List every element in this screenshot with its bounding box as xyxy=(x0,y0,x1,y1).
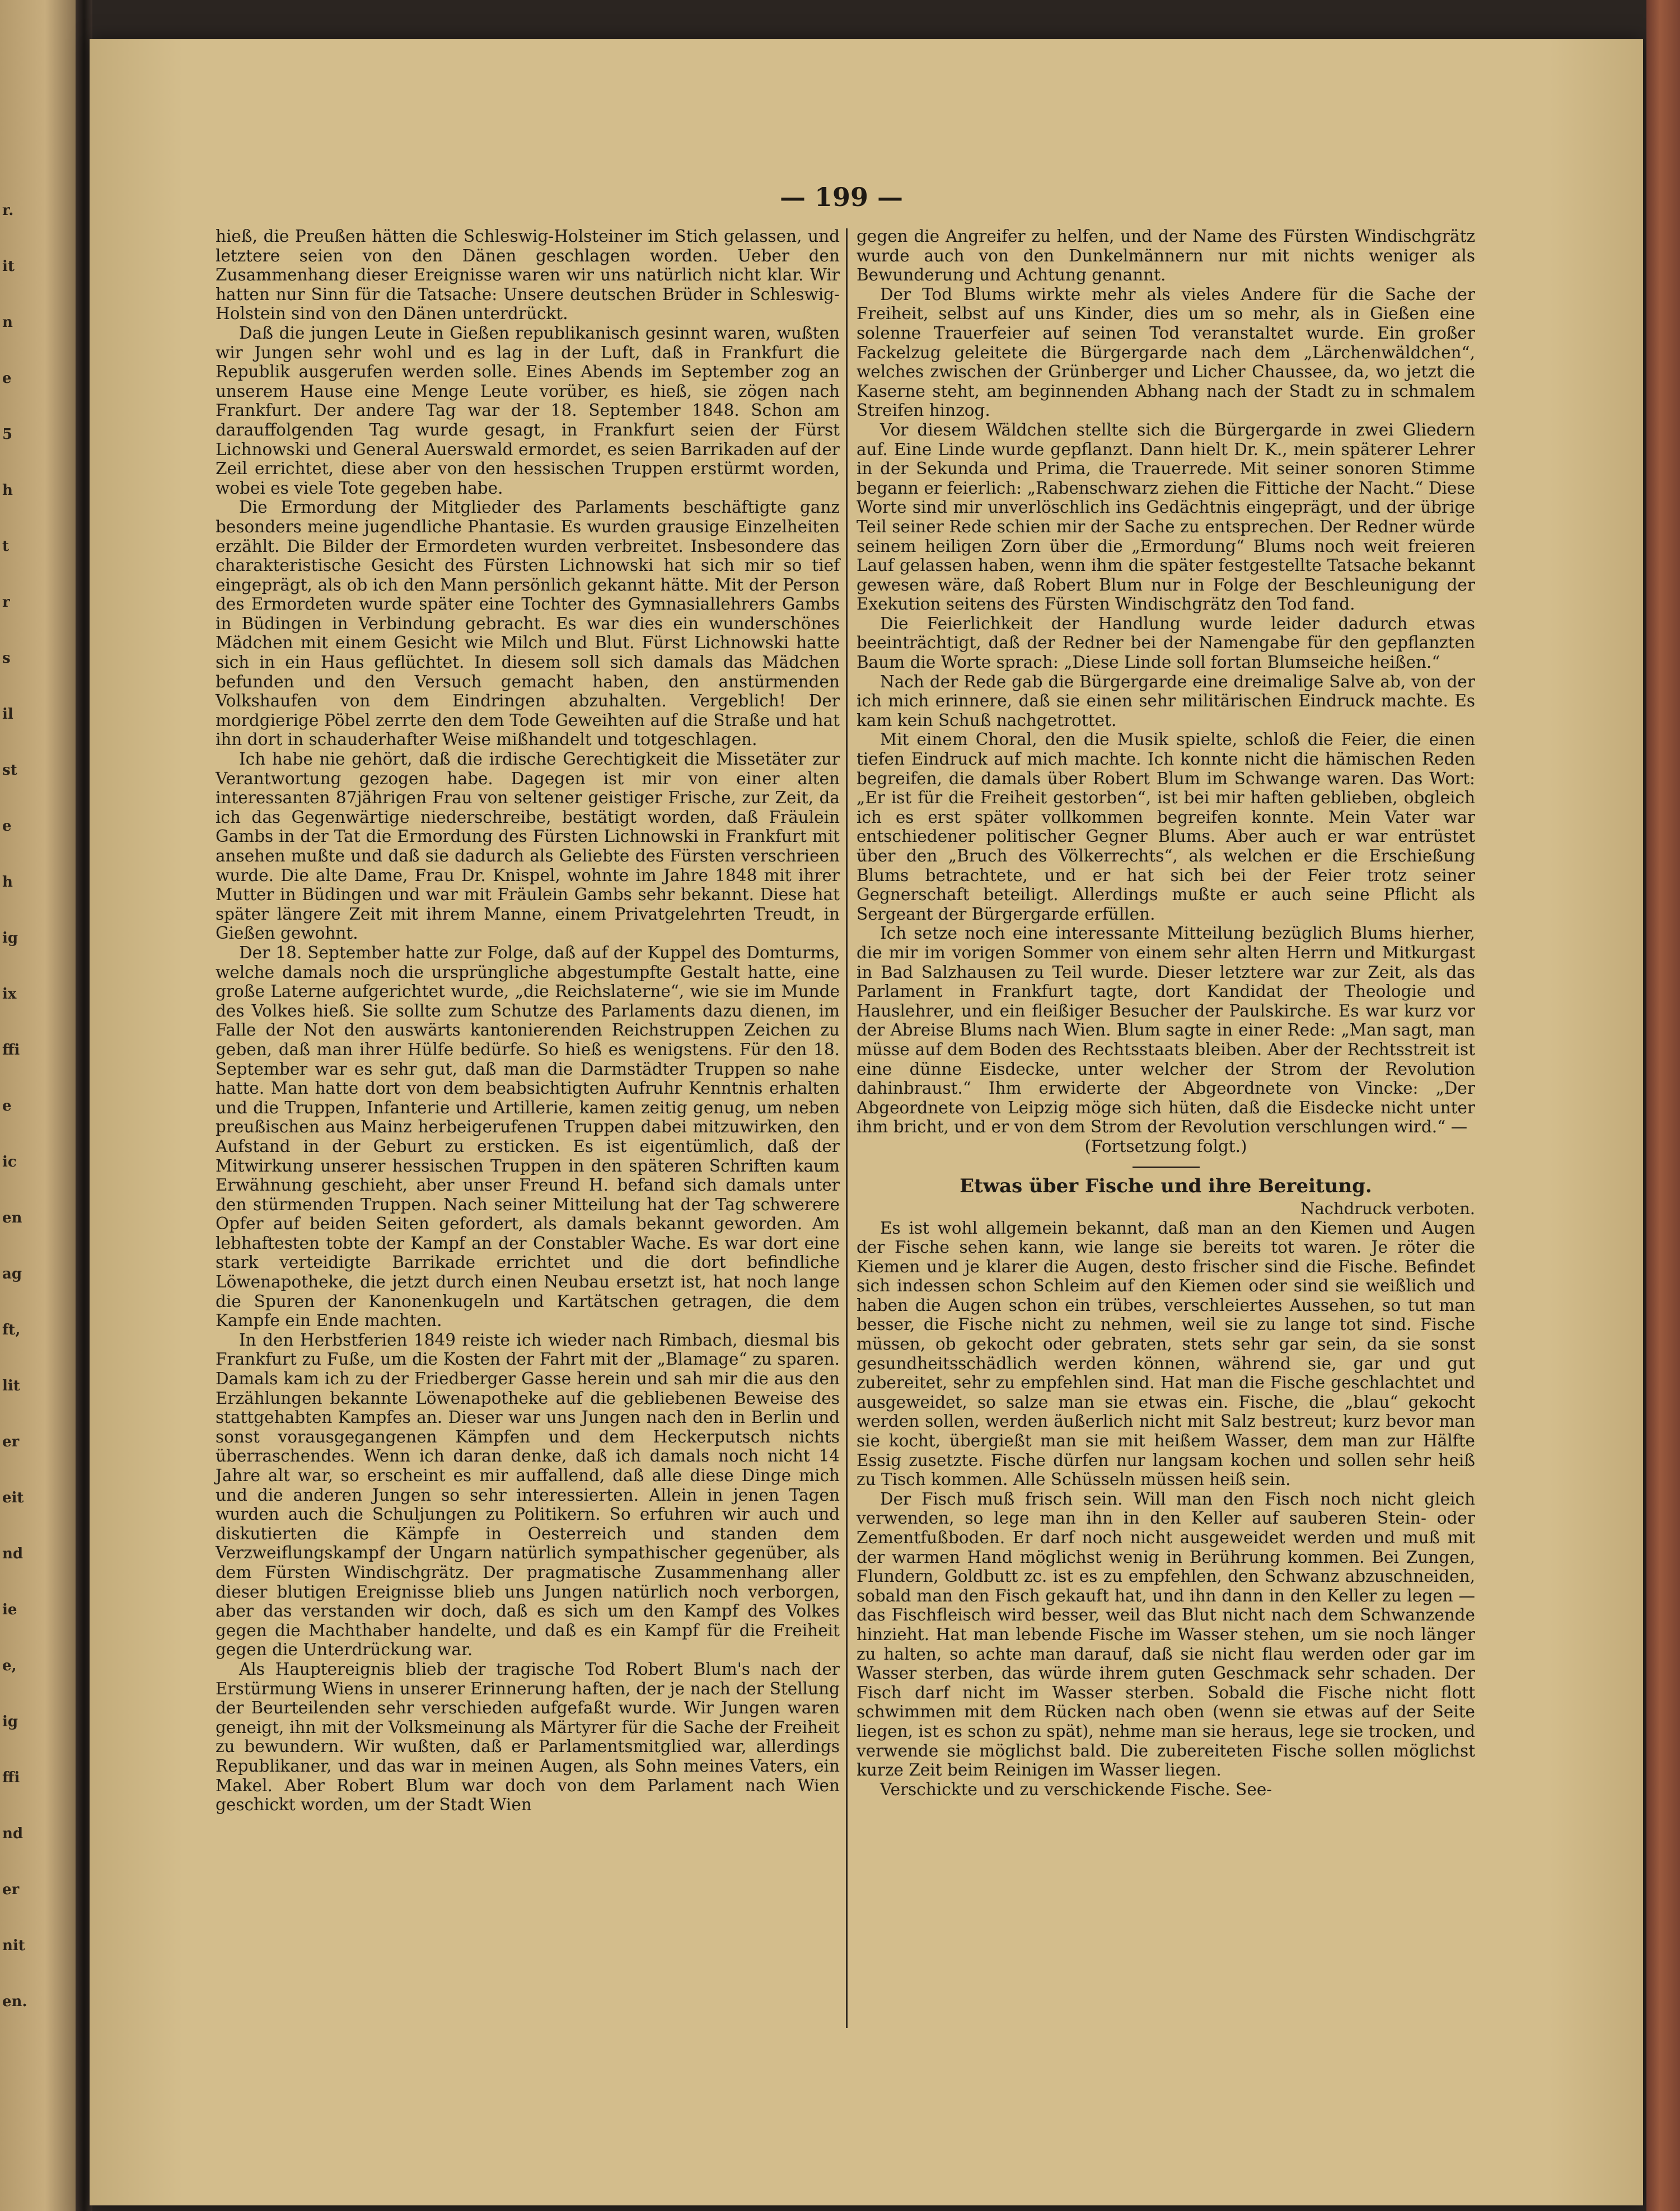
paragraph: Ich setze noch eine interessante Mitteilung bezüglich Blums hierher, die mir im vorigen Sommer von einem sehr alten Herrn und Mitkurgast in Bad Salzhausen zu Teil wurde. Dieser letztere war zur Zeit, als das Parlament in Frankfurt tagte, dort Kandidat der Theologie und Hauslehrer, und ein fleißiger Besucher der Paulskirche. Es war kurz vor der Abreise Blums nach Wien. Blum sagte in einer Rede: „Man sagt, man müsse auf dem Boden des Rechtsstaats bleiben. Aber der Rechtsstreit ist eine dünne Eisdecke, unter welcher der Strom der Revolution dahinbraust.“ Ihm erwiderte der Abgeordnete von Vincke: „Der Abgeordnete von Leipzig möge sich hüten, daß die Eisdecke nicht unter ihm bricht, und er von dem Strom der Revolution verschlungen wird.“ — xyxy=(857,924,1475,1137)
left-page-fragment: lit xyxy=(2,1378,20,1394)
left-page-fragment: t xyxy=(2,538,10,555)
right-cover-edge xyxy=(1646,0,1680,2211)
left-page-fragment: n xyxy=(2,314,13,331)
left-page-fragment: ig xyxy=(2,1713,18,1730)
article-title: Etwas über Fische und ihre Bereitung. xyxy=(960,1174,1372,1197)
left-page-fragment: e xyxy=(2,1098,12,1114)
left-page-fragment: e xyxy=(2,370,12,387)
left-page-fragment: ft, xyxy=(2,1322,21,1338)
paragraph: gegen die Angreifer zu helfen, und der Name des Fürsten Windischgrätz wurde auch von den Dunkelmännern nur mit nichts weniger als Bewunderung und Achtung genannt. xyxy=(857,227,1475,285)
paragraph: Daß die jungen Leute in Gießen republikanisch gesinnt waren, wußten wir Jungen sehr wohl und es lag in der Luft, daß in Frankfurt die Republik ausgerufen werden solle. Eines Abends im September zog an unserem Hause eine Menge Leute vorüber, es hieß, sie zögen nach Frankfurt. Der andere Tag war der 18. September 1848. Schon am darauffolgenden Tag wurde gesagt, in Frankfurt seien der Fürst Lichnowski und General Auerswald ermordet, es seien Barrikaden auf der Zeil errichtet, diese aber von den hessischen Truppen erstürmt worden, wobei es viele Tote gegeben habe. xyxy=(216,323,840,498)
paragraph: Vor diesem Wäldchen stellte sich die Bürgergarde in zwei Gliedern auf. Eine Linde wurde gepflanzt. Dann hielt Dr. K., mein späterer Lehrer in der Sekunda und Prima, die Trauerrede. Mit seiner sonoren Stimme begann er feierlich: „Rabenschwarz ziehen die Fittiche der Nacht.“ Diese Worte sind mir unverlöschlich ins Gedächtnis eingeprägt, und der übrige Teil seiner Rede schien mir der Sache zu entsprechen. Der Redner würde seinem heiligen Zorn über die „Ermordung“ Blums noch weit freieren Lauf gelassen haben, wenn ihm die später festgestellte Tatsache bekannt gewesen wäre, daß Robert Blum nur in Folge der Beschleunigung der Exekution seitens des Fürsten Windischgrätz den Tod fand. xyxy=(857,420,1475,614)
paragraph: Nach der Rede gab die Bürgergarde eine dreimalige Salve ab, von der ich mich erinnere, daß sie einen sehr militärischen Eindruck machte. Es kam kein Schuß nachgetrottet. xyxy=(857,672,1475,730)
paragraph: Der Fisch muß frisch sein. Will man den Fisch noch nicht gleich verwenden, so lege man ihn in den Keller auf sauberen Stein- oder Zementfußboden. Er darf noch nicht ausgeweidet werden und muß mit der warmen Hand möglichst wenig in Berührung kommen. Bei Zungen, Flundern, Goldbutt zc. ist es zu empfehlen, den Schwanz abzuschneiden, sobald man den Fisch gekauft hat, und ihn dann in den Keller zu legen — das Fischfleisch wird besser, weil das Blut nicht nach dem Schwanzende hinzieht. Hat man lebende Fische im Wasser stehen, um sie noch länger zu halten, so achte man darauf, daß sie nicht flau werden oder gar im Wasser sterben, das würde ihrem guten Geschmack sehr schaden. Der Fisch darf nicht im Wasser sterben. Sobald die Fische nicht flott schwimmen mit dem Rücken nach oben (wenn sie etwas auf der Seite liegen, ist es schon zu spät), nehme man sie heraus, lege sie trocken, und verwende sie möglichst bald. Die zubereiteten Fische sollen möglichst kurze Zeit beim Reinigen im Wasser liegen. xyxy=(857,1489,1475,1780)
paragraph: Der 18. September hatte zur Folge, daß auf der Kuppel des Domturms, welche damals noch die ursprüngliche abgestumpfte Gestalt hatte, eine große Laterne aufgerichtet wurde, „die Reichslaterne“, wie sie im Munde des Volkes hieß. Sie sollte zum Schutze des Parlaments dazu dienen, im Falle der Not den auswärts kantonierenden Reichstruppen Zeichen zu geben, daß man ihrer Hülfe bedürfe. So hieß es wenigstens. Für den 18. September war es sehr gut, daß man die Darmstädter Truppen so nahe hatte. Man hatte dort von dem beabsichtigten Aufruhr Kenntnis erhalten und die Truppen, Infanterie und Artillerie, kamen zeitig genug, um neben preußischen aus Mainz herbeigerufenen Truppen dabei mitzuwirken, den Aufstand in der Geburt zu ersticken. Es ist eigentümlich, daß der Mitwirkung unserer hessischen Truppen in den späteren Schriften kaum Erwähnung geschieht, aber unser Freund H. befand sich damals unter den stürmenden Truppen. Nach seiner Mitteilung hat der Tag schwerere Opfer auf beiden Seiten gefordert, als damals bekannt geworden. Am lebhaftesten tobte der Kampf an der Constabler Wache. Es war dort eine stark verteidigte Barrikade errichtet und die dort befindliche Löwenapotheke, die jetzt durch einen Neubau ersetzt ist, hat noch lange die Spuren der Kanonenkugeln und Kartätschen getragen, die dem Kampfe ein Ende machten. xyxy=(216,943,840,1331)
left-column xyxy=(216,227,840,1815)
left-page-fragment: eit xyxy=(2,1489,24,1506)
continuation-note: (Fortsetzung folgt.) xyxy=(1084,1136,1247,1156)
article-separator xyxy=(1133,1167,1200,1168)
reprint-note: Nachdruck verboten. xyxy=(1300,1198,1475,1218)
left-page-fragment: en. xyxy=(2,1993,27,2010)
column-divider xyxy=(846,228,848,2028)
paragraph: Ich habe nie gehört, daß die irdische Gerechtigkeit die Missetäter zur Verantwortung gezogen habe. Dagegen ist mir von einer alten interessanten 87jährigen Frau von seltener geistiger Frische, zur Zeit, da ich das Gegenwärtige niederschreibe, bestätigt worden, daß Fräulein Gambs in der Tat die Ermordung des Fürsten Lichnowski in Frankfurt mit ansehen mußte und daß sie dadurch als Geliebte des Fürsten verschrieen wurde. Die alte Dame, Frau Dr. Knispel, wohnte im Jahre 1848 mit ihrer Mutter in Büdingen und war mit Fräulein Gambs sehr bekannt. Diese hat später längere Zeit mit ihrem Manne, einem Privatgelehrten Treudt, in Gießen gewohnt. xyxy=(216,750,840,943)
paragraph: In den Herbstferien 1849 reiste ich wieder nach Rimbach, diesmal bis Frankfurt zu Fuße, um die Kosten der Fahrt mit der „Blamage“ zu sparen. Damals kam ich zu der Friedberger Gasse herein und sah mir die aus den Erzählungen bekannte Löwenapotheke auf die gebliebenen Beweise des stattgehabten Kampfes an. Dieser war uns Jungen nach den in Berlin und sonst vorausgegangenen Kämpfen und dem Heckerputsch nichts überraschendes. Wenn ich daran denke, daß ich damals noch nicht 14 Jahre alt war, so erscheint es mir auffallend, daß alle diese Dinge mich und die anderen Jungen so sehr interessierten. Allein in jenen Tagen wurden auch die Schuljungen zu Politikern. So erfuhren wir auch und diskutierten die Kämpfe in Oesterreich und standen dem Verzweiflungskampf der Ungarn natürlich sympathischer gegenüber, als dem Fürsten Windischgrätz. Der pragmatische Zusammenhang aller dieser blutigen Ereignisse blieb uns Jungen natürlich noch verborgen, aber das verstanden wir doch, daß es sich um den Kampf des Volkes gegen die Machthaber handelte, und daß es ein Kampf für die Freiheit gegen die Unterdrückung war. xyxy=(216,1330,840,1660)
left-page-fragment: st xyxy=(2,762,17,779)
right-column-part-b xyxy=(857,1219,1475,1800)
left-page-fragment: nit xyxy=(2,1937,25,1954)
left-page-fragment: er xyxy=(2,1434,20,1450)
left-page-fragment: ix xyxy=(2,986,17,1003)
left-page-fragment: s xyxy=(2,650,11,667)
left-page-fragment: er xyxy=(2,1881,20,1898)
left-page-fragment: en xyxy=(2,1210,22,1226)
right-column-part-a xyxy=(857,227,1475,1137)
paragraph: Die Ermordung der Mitglieder des Parlaments beschäftigte ganz besonders meine jugendliche Phantasie. Es wurden grausige Einzelheiten erzählt. Die Bilder der Ermordeten wurden verbreitet. Insbesondere das charakteristische Gesicht des Fürsten Lichnowski hat sich mir so tief eingeprägt, als ob ich den Mann persönlich gekannt hätte. Mit der Person des Ermordeten wurde später eine Tochter des Gymnasiallehrers Gambs in Büdingen in Verbindung gebracht. Es war dies ein wunderschönes Mädchen mit einem Gesicht wie Milch und Blut. Fürst Lichnowski hatte sich in ein Haus geflüchtet. In diesem soll sich damals das Mädchen befunden und den Versuch gemacht haben, den anstürmenden Volkshaufen von dem Eindringen abzuhalten. Vergeblich! Der mordgierige Pöbel zerrte den dem Tode Geweihten auf die Straße und hat ihn dort in schauderhafter Weise mißhandelt und totgeschlagen. xyxy=(216,498,840,750)
left-page-fragment: 5 xyxy=(2,426,13,443)
left-page-fragment: il xyxy=(2,706,13,723)
left-page-fragment: nd xyxy=(2,1545,24,1562)
left-page-fragment: e, xyxy=(2,1657,17,1674)
page-number: — 199 — xyxy=(779,182,904,212)
left-page-fragment: r. xyxy=(2,202,14,219)
paragraph: Der Tod Blums wirkte mehr als vieles Andere für die Sache der Freiheit, selbst auf uns Kinder, dies um so mehr, als in Gießen eine solenne Trauerfeier auf seinen Tod veranstaltet wurde. Ein großer Fackelzug geleitete die Bürgergarde nach dem „Lärchenwäldchen“, welches zwischen der Grünberger und Licher Chaussee, da, wo jetzt die Kaserne steht, am beginnenden Abhang nach der Stadt zu in schmalem Streifen hinzog. xyxy=(857,284,1475,420)
left-page-fragment: ig xyxy=(2,930,18,947)
left-page-fragment: h xyxy=(2,874,13,891)
left-page-edge xyxy=(0,0,76,2211)
right-column xyxy=(857,227,1475,1799)
left-page-fragment: nd xyxy=(2,1825,24,1842)
left-page-fragment: h xyxy=(2,482,13,499)
paragraph: Die Feierlichkeit der Handlung wurde leider dadurch etwas beeinträchtigt, daß der Redner bei der Namengabe für den gepflanzten Baum die Worte sprach: „Diese Linde soll fortan Blumseiche heißen.“ xyxy=(857,613,1475,672)
paragraph: Es ist wohl allgemein bekannt, daß man an den Kiemen und Augen der Fische sehen kann, wie lange sie bereits tot waren. Je röter die Kiemen und je klarer die Augen, desto frischer sind die Fische. Befindet sich indessen schon Schleim auf den Kiemen oder sind sie weißlich und haben die Augen schon ein trübes, verschleiertes Aussehen, so tut man besser, die Fische nicht zu nehmen, weil sie zu lange tot sind. Fische müssen, ob gekocht oder gebraten, stets sehr gar sein, da sie sonst gesundheitsschädlich werden können, während sie, gar und gut zubereitet, sehr zu empfehlen sind. Hat man die Fische geschlachtet und ausgeweidet, so salze man sie etwas ein. Fische, die „blau“ gekocht werden sollen, werden äußerlich nicht mit Salz bestreut; kurz bevor man sie kocht, übergießt man sie mit heißem Wasser, dem man zur Hälfte Essig zusetzte. Fische dürfen nur langsam kochen und sollen sehr heiß zu Tisch kommen. Alle Schüsseln müssen heiß sein. xyxy=(857,1218,1475,1489)
left-page-fragment: ffi xyxy=(2,1042,20,1058)
left-page-fragment: ag xyxy=(2,1266,22,1282)
paragraph: Mit einem Choral, den die Musik spielte, schloß die Feier, die einen tiefen Eindruck auf mich machte. Ich konnte nicht die hämischen Reden begreifen, die damals über Robert Blum im Schwange waren. Das Wort: „Er ist für die Freiheit gestorben“, ist bei mir haften geblieben, obgleich ich es erst später vollkommen begreifen konnte. Mein Vater war entschiedener politischer Gegner Blums. Aber auch er war entrüstet über den „Bruch des Völkerrechts“, als welchen er die Erschießung Blums betrachtete, und er hat sich bei der Feier trotz seiner Gegnerschaft beteiligt. Allerdings mußte er auch seine Pflicht als Sergeant der Bürgergarde erfüllen. xyxy=(857,730,1475,924)
left-page-fragment: e xyxy=(2,818,12,835)
paragraph: Als Hauptereignis blieb der tragische Tod Robert Blum's nach der Erstürmung Wiens in unserer Erinnerung haften, der je nach der Stellung der Beurteilenden sehr verschieden aufgefaßt wurde. Wir Jungen waren geneigt, ihn mit der Volksmeinung als Märtyrer für die Sache der Freiheit zu bewundern. Wir wußten, daß er Parlamentsmitglied war, allerdings Republikaner, und das war in meinen Augen, als Sohn meines Vaters, ein Makel. Aber Robert Blum war doch von dem Parlament nach Wien geschickt worden, um der Stadt Wien xyxy=(216,1659,840,1815)
left-page-fragment: it xyxy=(2,258,15,275)
left-page-fragment: r xyxy=(2,594,10,611)
left-page-fragment: ic xyxy=(2,1154,17,1170)
left-page-fragment: ie xyxy=(2,1601,17,1618)
paragraph: hieß, die Preußen hätten die Schleswig-Holsteiner im Stich gelassen, und letztere seien von den Dänen geschlagen worden. Ueber den Zusammenhang dieser Ereignisse waren wir uns natürlich nicht klar. Wir hatten nur Sinn für die Tatsache: Unsere deutschen Brüder in Schleswig-Holstein sind von den Dänen unterdrückt. xyxy=(216,227,840,324)
left-page-fragment: ffi xyxy=(2,1769,20,1786)
paragraph: Verschickte und zu verschickende Fische. See- xyxy=(880,1779,1272,1799)
